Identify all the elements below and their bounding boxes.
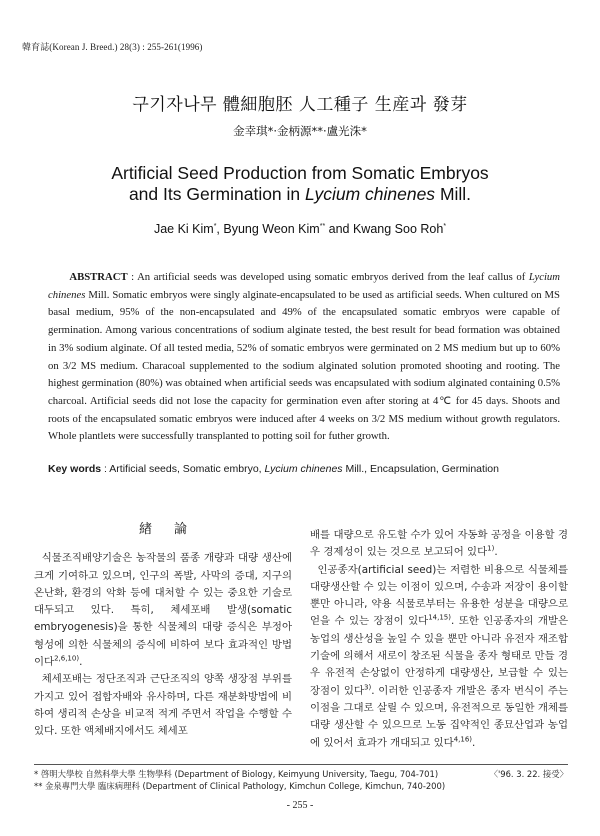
- intro-paragraph-2-text: 체세포배는 정단조직과 근단조직의 양쪽 생장점 부위를 가지고 있어 접합자배와 유사하며, 다른 재분화방법에 비하여 생리적 손상을 비교적 적게 주면서 작업을 수행할 수 있다. 또한 액체배지에서도 체세포: [34, 673, 293, 738]
- english-title: [0, 163, 600, 205]
- citation-ref: 2,6,10): [54, 654, 80, 663]
- author-1-name: Jae Ki Kim: [153, 222, 214, 236]
- right-paragraph-2-mid: . 또한 인공종자의 개발은 농업의 생산성을 높일 수 있을 뿐만 아니라 유전자 재조합기술에 의해서 새로이 창조된 식물을 종자 형태로 만들 경우 유전적 손상없이 안정하게 대량생산, 보급할 수 있는 장점이 있다: [310, 615, 568, 697]
- citation-ref: 14,15): [428, 614, 451, 623]
- abstract-label: ABSTRACT: [69, 271, 128, 283]
- abstract: [48, 269, 560, 446]
- footnote-divider: [34, 764, 568, 765]
- received-date: 〈'96. 3. 22. 接受〉: [489, 769, 568, 779]
- page-number: - 255 -: [286, 800, 314, 811]
- english-authors: [0, 222, 600, 236]
- intro-paragraph-1: [34, 550, 292, 671]
- right-paragraph-1-end: .: [494, 546, 498, 559]
- author-2-name: , Byung Weon Kim: [216, 222, 320, 236]
- english-title-prefix: and Its Germination in: [128, 184, 301, 204]
- author-3-name: and Kwang Soo Roh: [325, 222, 444, 236]
- citation-ref: 1): [487, 544, 495, 553]
- english-title-line-1: Artificial Seed Production from Somatic Embryos: [111, 163, 489, 183]
- right-column: [310, 527, 568, 752]
- right-paragraph-2-end: . 이러한 인공종자 개발은 종자 번식이 주는 이점을 그대로 살릴 수 있으며, 유전적으로 동일한 개체를 대량 생산할 수 있으므로 노동 집약적인 종묘산업과 농업에 있어서 효과가 개대되고 있다: [310, 684, 568, 749]
- abstract-species: Lycium chinenes: [48, 271, 560, 301]
- citation-ref: 4,16): [453, 735, 473, 744]
- english-title-suffix: Mill.: [439, 184, 472, 204]
- intro-paragraph-1-text: 식물조직배양기술은 농작물의 품종 개량과 대량 생산에 크게 기여하고 있으며, 인구의 폭발, 사막의 증대, 지구의 온난화, 환경의 악화 등에 대처할 수 있는 중요한 기술로 대두되고 있다. 특히, 체세포배 발생(somatic embryogenesis)을 통한 식물체의 대량 증식은 부정아 형성에 의한 식물체의 증식에 비하여 보다 효과적인 방법이다: [34, 552, 293, 669]
- footnotes: [34, 768, 568, 792]
- intro-paragraph-2-continued: [310, 527, 568, 562]
- section-title-introduction: 緖論: [138, 522, 209, 537]
- keywords-label: Key words: [48, 463, 102, 475]
- footnote-1-row: [34, 768, 568, 780]
- intro-paragraph-1-end: .: [79, 656, 83, 669]
- korean-authors: 金幸琪*·金柄源**·盧光洙*: [233, 124, 367, 138]
- intro-paragraph-3: [310, 562, 568, 752]
- right-paragraph-1-text: 배를 대량으로 유도할 수가 있어 자동화 공정을 이용할 경우 경제성이 있는 것으로 보고되어 있다: [310, 529, 568, 559]
- abstract-text-part-1: : An artificial seeds was developed using somatic embryos derived from the leaf callus of: [131, 271, 526, 283]
- keywords-part-2: Mill., Encapsulation, Germination: [345, 463, 499, 475]
- author-3-affiliation-mark: *: [443, 222, 447, 230]
- korean-title: 구기자나무 體細胞胚 人工種子 生産과 發芽: [132, 95, 468, 115]
- footnote-affiliation-1: * 啓明大學校 自然科學大學 生物學科 (Department of Biology, Keimyung University, Taegu, 704-701): [34, 769, 439, 779]
- citation-ref: 3): [364, 683, 372, 692]
- running-header: 韓育誌(Korean J. Breed.) 28(3) : 255-261(1996): [22, 42, 203, 52]
- keywords: [48, 461, 568, 477]
- right-paragraph-2-final: .: [472, 736, 476, 749]
- english-title-species: Lycium chinenes: [305, 184, 436, 204]
- author-1-affiliation-mark: *: [213, 222, 217, 230]
- english-title-line-2: [0, 184, 600, 205]
- footnote-affiliation-2: ** 金泉專門大學 臨床病理科 (Department of Clinical Pathology, Kimchun College, Kimchun, 740-200): [34, 781, 446, 791]
- left-column: [34, 496, 292, 741]
- keywords-part-1: : Artificial seeds, Somatic embryo,: [104, 463, 262, 475]
- intro-paragraph-2: [34, 671, 292, 740]
- author-2-affiliation-mark: **: [319, 222, 326, 230]
- right-paragraph-2-text: 인공종자(artificial seed)는 저렴한 비용으로 식물체를 대량생산할 수 있는 이점이 있으며, 수송과 저장이 용이할 뿐만 아니라, 약용 식물로부터는 유용한 성분을 대량으로 얻을 수 있는 장점이 있다: [310, 563, 568, 628]
- keywords-species: Lycium chinenes: [264, 463, 343, 475]
- abstract-text-part-2: Mill. Somatic embryos were singly alginate-encapsulated to be used as artificial seeds. When cultured on MS basal medium, 95% of the non-encapsulated and 49% of the encapsulated somatic embryos were capable of germination. Among various concentrations of sodium alginate tested, the best result for bead formation was obtained in 3% sodium alginate. Of all tested media, 52% of somatic embryos were germinated on 2 MS medium but up to 60% on 3/2 MS medium. Characoal supplemented to the sodium alginated solution promoted shooting and rooting. The highest germination (80%) was obtained when artificial seeds was encapsulated with sodium alginated containing 0.5% charcoal. Artificial seeds did not lose the capacity for germination even after storing at 4℃ for 45 days. Shoots and roots of the encapsulated somatic embryos were induced after 4 weeks on 3/2 MS medium without growth regulators. Whole plantlets were successfully transplanted to potting soil for futher growth.: [48, 288, 561, 443]
